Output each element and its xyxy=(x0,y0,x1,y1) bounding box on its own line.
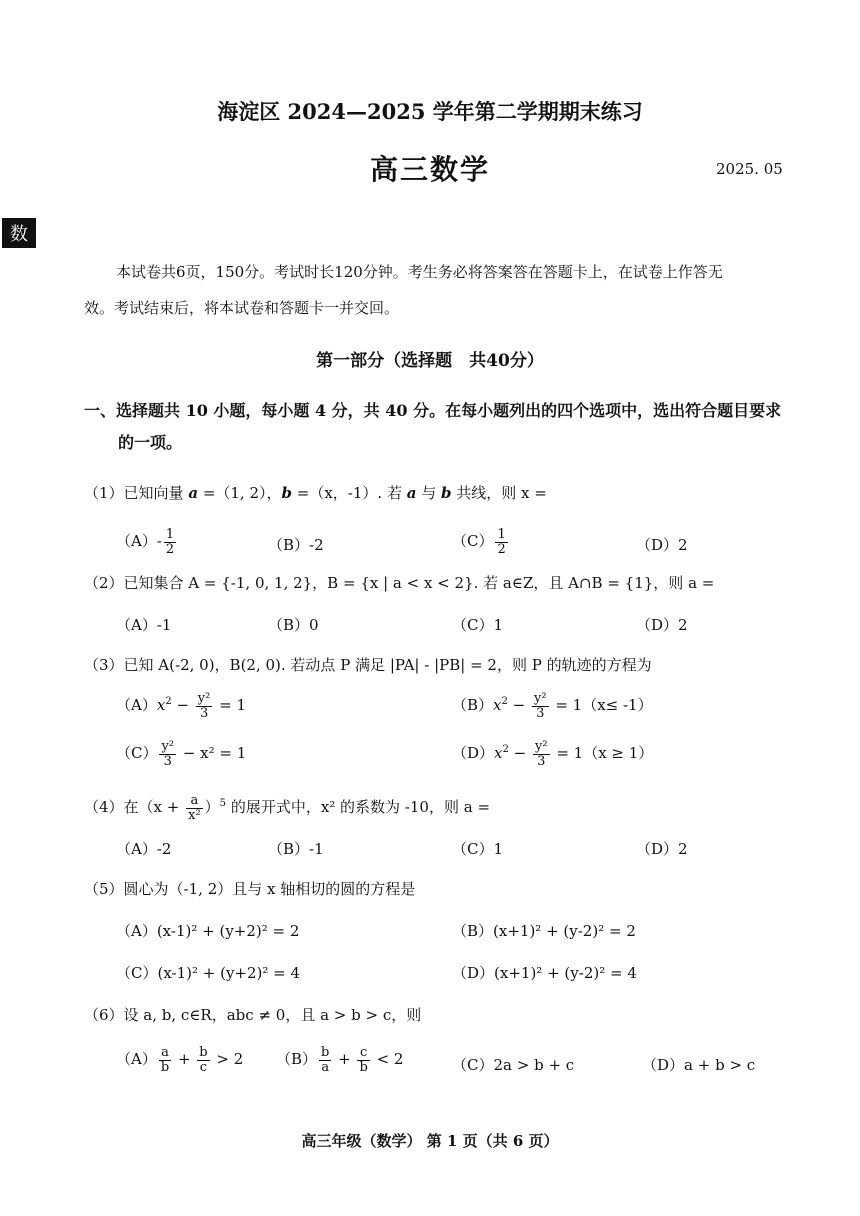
q1-option-d xyxy=(636,534,688,555)
fraction-numerator: b xyxy=(321,1045,330,1060)
side-tab: 数 xyxy=(2,218,36,248)
fraction-numerator: a xyxy=(159,1046,171,1061)
exam-subject: 高三数学 xyxy=(369,153,490,186)
q6-option-a xyxy=(116,1046,243,1074)
fraction xyxy=(159,1046,171,1074)
q5-option-b: （B）(x+1)² + (y-2)² = 2 xyxy=(452,922,636,940)
fraction xyxy=(186,794,203,822)
math-op: − xyxy=(507,696,530,715)
part-heading: 第一部分（选择题 共40分） xyxy=(316,351,544,371)
option-sign: - xyxy=(156,532,162,551)
fraction-numerator: y² xyxy=(534,739,548,754)
q2-option-a: （A）-1 xyxy=(116,616,172,634)
fraction-denominator: b xyxy=(359,1059,368,1075)
exponent: 2 xyxy=(501,696,508,708)
fraction xyxy=(495,528,507,556)
fraction-denominator: a xyxy=(321,1059,330,1075)
intro-line-1: 本试卷共6页，150分。考试时长120分钟。考生务必将答案答在答题卡上，在试卷上作答无 xyxy=(116,263,723,281)
q6-option-d: （D）a + b > c xyxy=(642,1056,756,1074)
fraction-numerator: 1 xyxy=(165,527,175,542)
math-rest: < 2 xyxy=(371,1050,404,1069)
q4-option-a: （A）-2 xyxy=(116,840,172,858)
fraction-numerator: y² xyxy=(197,691,211,706)
vector-b: b xyxy=(281,484,293,502)
option-text: -2 xyxy=(309,536,324,554)
math-op: + xyxy=(333,1050,356,1069)
fraction xyxy=(357,1046,369,1074)
q5-option-c: （C）(x-1)² + (y+2)² = 4 xyxy=(116,964,301,982)
exponent: 2 xyxy=(165,696,172,708)
math-var: x xyxy=(156,696,166,715)
vector-a: a xyxy=(188,484,199,502)
exam-title: 海淀区 2024—2025 学年第二学期期末练习 xyxy=(217,99,643,124)
q1-stem-part: =（x，-1）. 若 xyxy=(292,484,407,502)
q1-option-a xyxy=(116,528,178,556)
intro-paragraph xyxy=(84,254,784,326)
fraction-numerator: y² xyxy=(161,739,175,754)
math-rest: > 2 xyxy=(211,1050,244,1069)
math-rest: = 1（x ≥ 1） xyxy=(551,744,654,763)
fraction xyxy=(196,692,213,720)
fraction xyxy=(164,528,176,556)
q6-option-c: （C）2a > b + c xyxy=(452,1056,575,1074)
math-op: − xyxy=(171,696,194,715)
fraction-denominator: 3 xyxy=(163,753,172,769)
fraction-denominator: 2 xyxy=(497,541,506,557)
q2-option-d: （D）2 xyxy=(636,616,688,634)
vector-a: a xyxy=(406,484,417,502)
q4-stem-part: ） xyxy=(204,798,220,817)
option-label: （B） xyxy=(276,1050,318,1069)
exponent: 5 xyxy=(219,798,227,810)
page-footer: 高三年级（数学） 第 1 页（共 6 页） xyxy=(301,1132,559,1150)
fraction-numerator: a xyxy=(186,794,203,809)
option-label: （D） xyxy=(636,536,679,554)
fraction-denominator: c xyxy=(199,1059,208,1075)
fraction-denominator: 3 xyxy=(199,705,209,721)
q3-option-d xyxy=(452,740,653,768)
q4-stem-part: 的展开式中，x² 的系数为 -10，则 a = xyxy=(226,798,491,817)
vector-b: b xyxy=(441,484,452,502)
question-3-stem: （3）已知 A(-2, 0)，B(2, 0). 若动点 P 满足 |PA| - |PB| = 2，则 P 的轨迹的方程为 xyxy=(84,656,652,674)
fraction-numerator: y² xyxy=(533,691,547,706)
math-op: − xyxy=(508,744,531,763)
question-2-stem: （2）已知集合 A = {-1, 0, 1, 2}，B = {x | a < x < 2}. 若 a∈Z，且 A∩B = {1}，则 a = xyxy=(84,574,715,592)
intro-line-2: 效。考试结束后，将本试卷和答题卡一并交回。 xyxy=(84,299,400,317)
q5-option-a: （A）(x-1)² + (y+2)² = 2 xyxy=(116,922,300,940)
fraction-denominator: 3 xyxy=(537,753,546,769)
math-var: x xyxy=(494,744,503,763)
fraction xyxy=(532,692,549,720)
q3-option-b xyxy=(452,692,653,720)
fraction xyxy=(533,740,550,768)
fraction xyxy=(197,1046,209,1074)
math-op: + xyxy=(173,1050,196,1069)
fraction-numerator: c xyxy=(357,1046,369,1061)
q1-stem-part: （1）已知向量 xyxy=(84,484,189,502)
q3-option-a xyxy=(116,692,246,720)
question-5-stem: （5）圆心为（-1, 2）且与 x 轴相切的圆的方程是 xyxy=(84,880,416,898)
exam-date: 2025. 05 xyxy=(716,160,783,178)
math-var: x xyxy=(493,696,502,715)
q1-option-c xyxy=(452,528,510,556)
q2-option-b: （B）0 xyxy=(268,616,319,634)
option-label: （B） xyxy=(452,696,494,715)
q1-stem-part: =（1, 2）， xyxy=(198,484,282,502)
question-1-stem xyxy=(84,482,547,503)
option-label: （C） xyxy=(116,744,158,763)
fraction-denominator: 3 xyxy=(536,705,545,721)
q3-option-c xyxy=(116,740,246,768)
option-text: 2 xyxy=(678,536,688,554)
question-4-stem xyxy=(84,794,490,822)
fraction-denominator: x² xyxy=(188,807,201,823)
exponent: 2 xyxy=(502,744,509,756)
q4-option-b: （B）-1 xyxy=(268,840,324,858)
fraction xyxy=(319,1046,331,1074)
question-6-stem: （6）设 a, b, c∈R，abc ≠ 0，且 a > b > c，则 xyxy=(84,1006,422,1024)
q4-stem-part: （4）在（x + xyxy=(84,798,185,817)
q1-stem-part: 与 xyxy=(416,484,442,502)
option-label: （A） xyxy=(116,532,157,551)
q6-option-b xyxy=(276,1046,403,1074)
q4-option-c: （C）1 xyxy=(452,840,504,858)
option-label: （D） xyxy=(452,744,495,763)
fraction xyxy=(159,740,176,768)
fraction-denominator: b xyxy=(160,1059,170,1075)
option-label: （B） xyxy=(268,536,310,554)
section-instruction-line-1: 一、选择题共 10 小题，每小题 4 分，共 40 分。在每小题列出的四个选项中，选出符合题目要求 xyxy=(84,401,782,420)
q1-option-b xyxy=(268,534,324,555)
fraction-numerator: 1 xyxy=(497,527,506,542)
math-rest: = 1（x≤ -1） xyxy=(550,696,653,715)
option-label: （A） xyxy=(116,696,157,715)
fraction-denominator: 2 xyxy=(165,541,175,557)
q4-option-d: （D）2 xyxy=(636,840,688,858)
fraction-numerator: b xyxy=(199,1045,208,1060)
option-label: （C） xyxy=(452,532,494,551)
math-rest: − x² = 1 xyxy=(178,744,247,763)
q1-stem-part: 共线，则 x = xyxy=(451,484,547,502)
section-instruction-line-2: 的一项。 xyxy=(118,433,183,452)
math-rest: = 1 xyxy=(214,696,247,715)
q5-option-d: （D）(x+1)² + (y-2)² = 4 xyxy=(452,964,637,982)
option-label: （A） xyxy=(116,1050,157,1069)
q2-option-c: （C）1 xyxy=(452,616,504,634)
